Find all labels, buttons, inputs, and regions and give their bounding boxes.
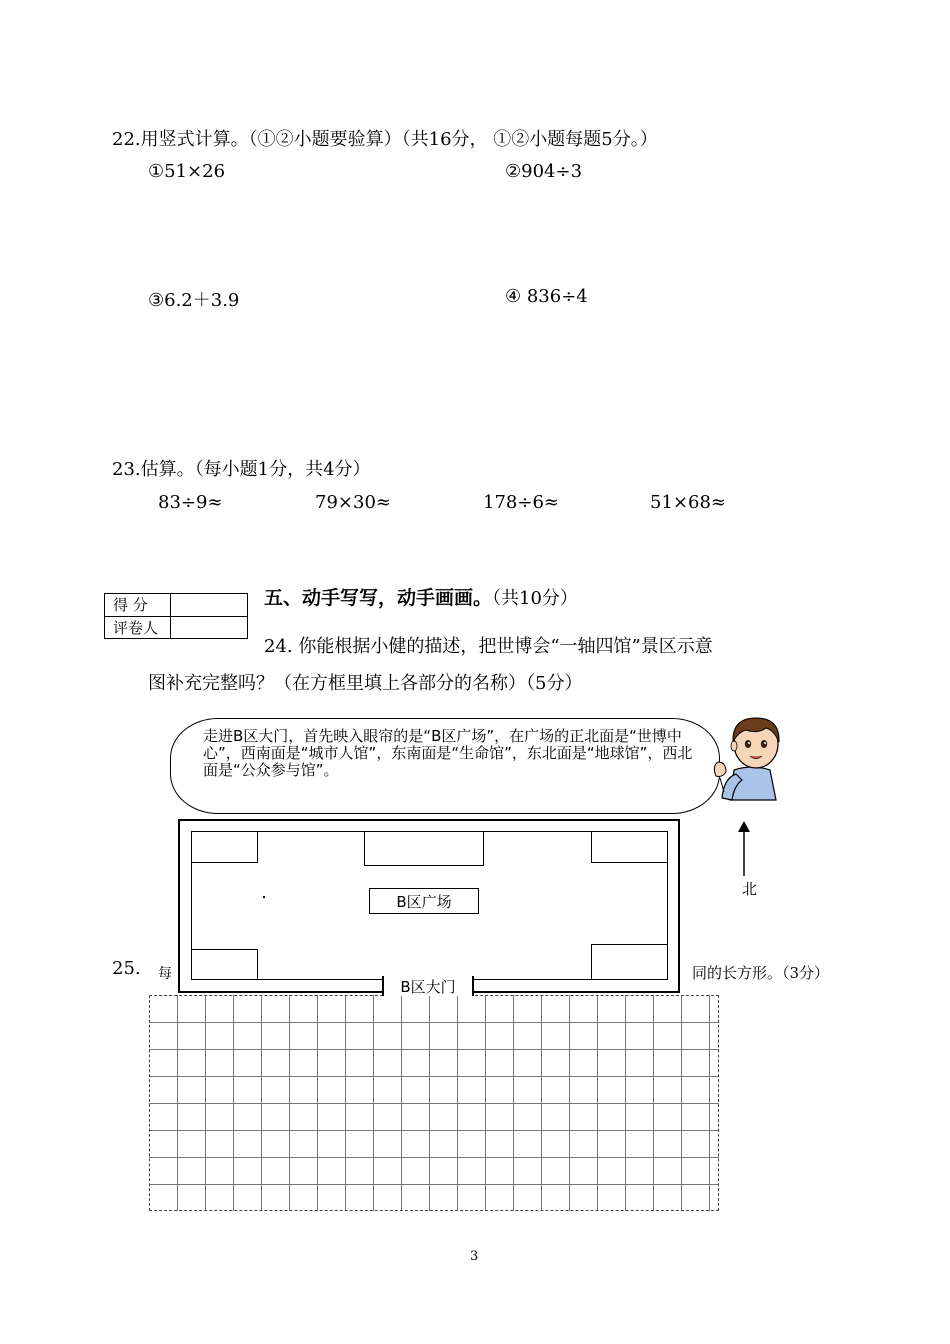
q25-number: 25. (112, 958, 141, 979)
box-northwest[interactable] (191, 831, 258, 863)
score-box (104, 593, 248, 639)
score-label: 得 分 (105, 594, 171, 617)
q24-line-1: 24. 你能根据小健的描述，把世博会“一轴四馆”景区示意 (264, 636, 713, 657)
q22-title: 22.用竖式计算。（①②小题要验算）（共16分， ①②小题每题5分。） (112, 129, 658, 150)
score-cell[interactable] (171, 594, 248, 617)
q23-title: 23.估算。（每小题1分，共4分） (112, 459, 371, 480)
section5-points: （共10分） (492, 588, 578, 609)
q22-problem-2: ②904÷3 (505, 161, 583, 182)
q25-left-fragment: 每 (158, 966, 172, 982)
grader-label: 评卷人 (105, 616, 171, 639)
map-dot (263, 896, 265, 898)
boy-illustration-icon (706, 708, 800, 802)
q23-item-4: 51×68≈ (650, 492, 726, 513)
gate-label: B区大门 (382, 976, 474, 996)
q22-problem-1: ①51×26 (148, 161, 226, 182)
q23-item-3: 178÷6≈ (483, 492, 559, 513)
box-southwest[interactable] (191, 949, 258, 980)
box-southeast[interactable] (591, 944, 668, 980)
q25-right-fragment: 同的长方形。（3分） (692, 964, 830, 982)
q22-problem-4: ④ 836÷4 (505, 286, 588, 307)
page-number: 3 (470, 1249, 479, 1264)
q23-item-1: 83÷9≈ (158, 492, 223, 513)
q22-problem-3: ③6.2＋3.9 (148, 290, 240, 311)
section5-header (264, 583, 578, 610)
q23-item-2: 79×30≈ (315, 492, 391, 513)
box-northeast[interactable] (591, 831, 668, 863)
north-label: 北 (742, 880, 758, 898)
grader-cell[interactable] (171, 616, 248, 639)
drawing-grid[interactable] (149, 995, 719, 1211)
q24-line-2: 图补充完整吗？（在方框里填上各部分的名称）（5分） (148, 673, 583, 694)
box-north[interactable] (364, 831, 484, 866)
plaza-box: B区广场 (369, 888, 479, 914)
section5-heading: 五、动手写写，动手画画。 (264, 587, 493, 609)
north-arrow-icon (737, 820, 751, 876)
speech-text: 走进B区大门，首先映入眼帘的是“B区广场”，在广场的正北面是“世博中心”，西南面是“城市人馆”，东南面是“生命馆”，东北面是“地球馆”，西北面是“公众参与馆”。 (203, 727, 693, 779)
